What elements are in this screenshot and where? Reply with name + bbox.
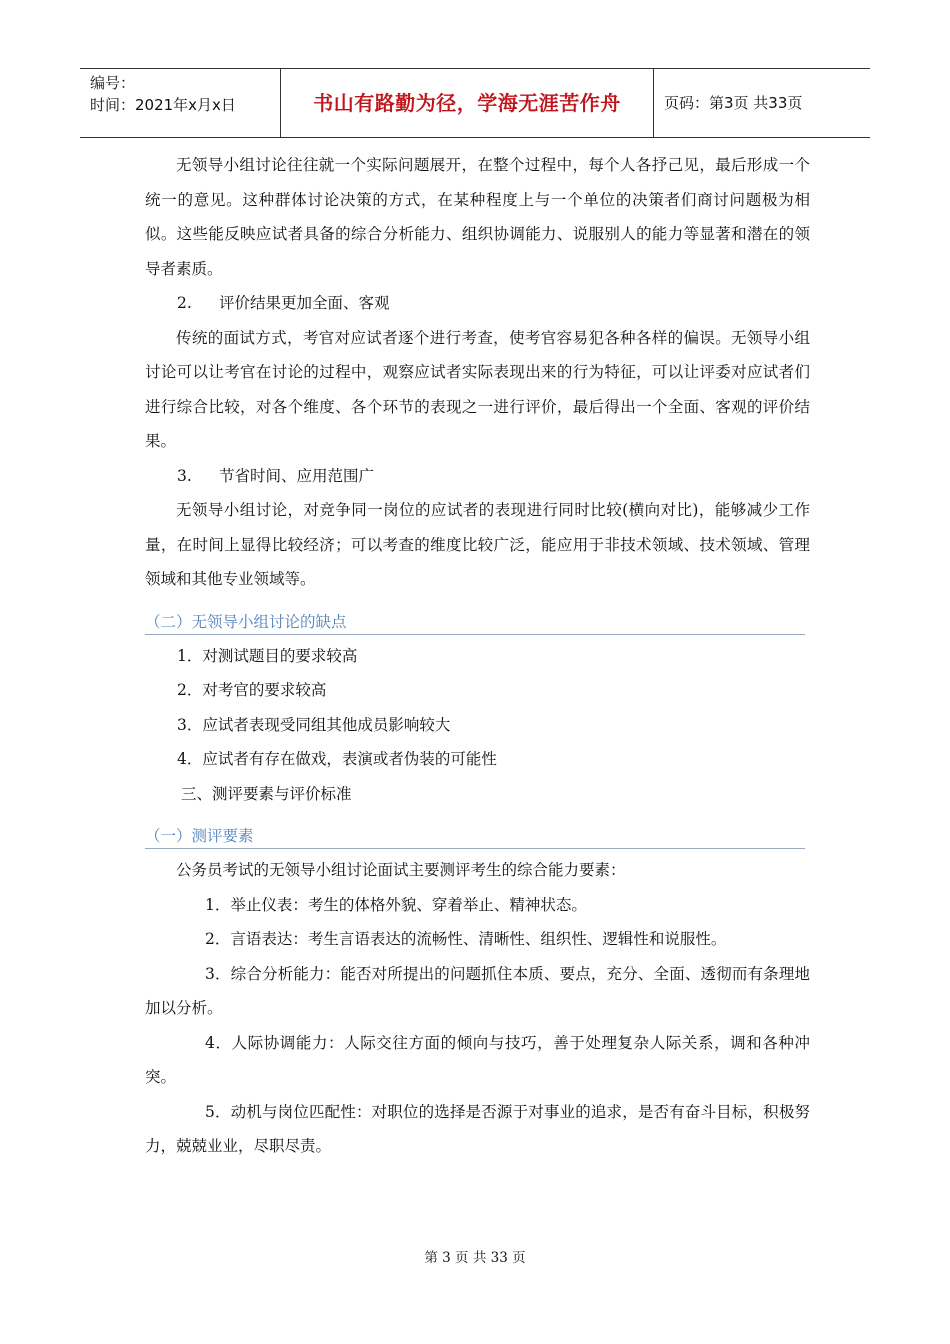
subheading-3	[145, 459, 810, 494]
section-heading-elements: （一）测评要素	[145, 825, 805, 849]
element-item-1: 1．举止仪表：考生的体格外貌、穿着举止、精神状态。	[205, 895, 587, 914]
header-page-info: 页码：第3页 共33页	[664, 94, 803, 112]
element-item-2: 2．言语表达：考生言语表达的流畅性、清晰性、组织性、逻辑性和说服性。	[205, 930, 727, 948]
cons-item-2: 2．对考官的要求较高	[177, 681, 327, 699]
header-number-label: 编号：	[90, 74, 136, 92]
page-footer: 第 3 页 共 33 页	[424, 1250, 526, 1266]
subheading-3-number: 3.	[177, 466, 192, 485]
paragraph-2: 传统的面试方式，考官对应试者逐个进行考查，使考官容易犯各种各样的偏误。无领导小组讨论可以让考官在讨论的过程中，观察应试者实际表现出来的行为特征，可以让评委对应试者们进行综合比较，对各个维度、各个环节的表现之一进行评价，最后得出一个全面、客观的评价结果。	[145, 328, 810, 450]
paragraph-1: 无领导小组讨论往往就一个实际问题展开，在整个过程中，每个人各抒己见，最后形成一个统一的意见。这种群体讨论决策的方式，在某种程度上与一个单位的决策者们商讨问题极为相似。这些能反映应试者具备的综合分析能力、组织协调能力、说服别人的能力等显著和潜在的领导者素质。	[145, 156, 810, 278]
cons-item-3: 3．应试者表现受同组其他成员影响较大	[177, 715, 451, 734]
subheading-2	[145, 286, 810, 321]
section-heading-cons: （二）无领导小组讨论的缺点	[145, 611, 805, 635]
elements-intro: 公务员考试的无领导小组讨论面试主要测评考生的综合能力要素：	[176, 861, 626, 879]
section-heading-three: 三、测评要素与评价标准	[181, 784, 352, 803]
element-item-5: 5．动机与岗位匹配性：对职位的选择是否源于对事业的追求，是否有奋斗目标，积极努力，兢兢业业，尽职尽责。	[145, 1102, 810, 1155]
page-header	[80, 68, 870, 138]
cons-item-1: 1．对测试题目的要求较高	[177, 646, 358, 665]
header-meta	[80, 69, 281, 137]
paragraph-3: 无领导小组讨论，对竞争同一岗位的应试者的表现进行同时比较(横向对比)，能够减少工作量，在时间上显得比较经济；可以考查的维度比较广泛，能应用于非技术领域、技术领域、管理领域和其他专业领域等。	[145, 501, 810, 588]
element-item-4: 4．人际协调能力：人际交往方面的倾向与技巧，善于处理复杂人际关系，调和各种冲突。	[145, 1033, 810, 1086]
subheading-3-text: 节省时间、应用范围广	[219, 466, 375, 485]
element-item-3: 3．综合分析能力：能否对所提出的问题抓住本质、要点，充分、全面、透彻而有条理地加以分析。	[145, 964, 810, 1017]
header-motto: 书山有路勤为径，学海无涯苦作舟	[281, 69, 654, 137]
subheading-2-number: 2.	[177, 294, 192, 312]
subheading-2-text: 评价结果更加全面、客观	[219, 294, 390, 312]
header-time-label: 时间：2021年x月x日	[90, 96, 236, 114]
document-body	[145, 148, 810, 1164]
cons-item-4: 4．应试者有存在做戏，表演或者伪装的可能性	[177, 750, 497, 768]
